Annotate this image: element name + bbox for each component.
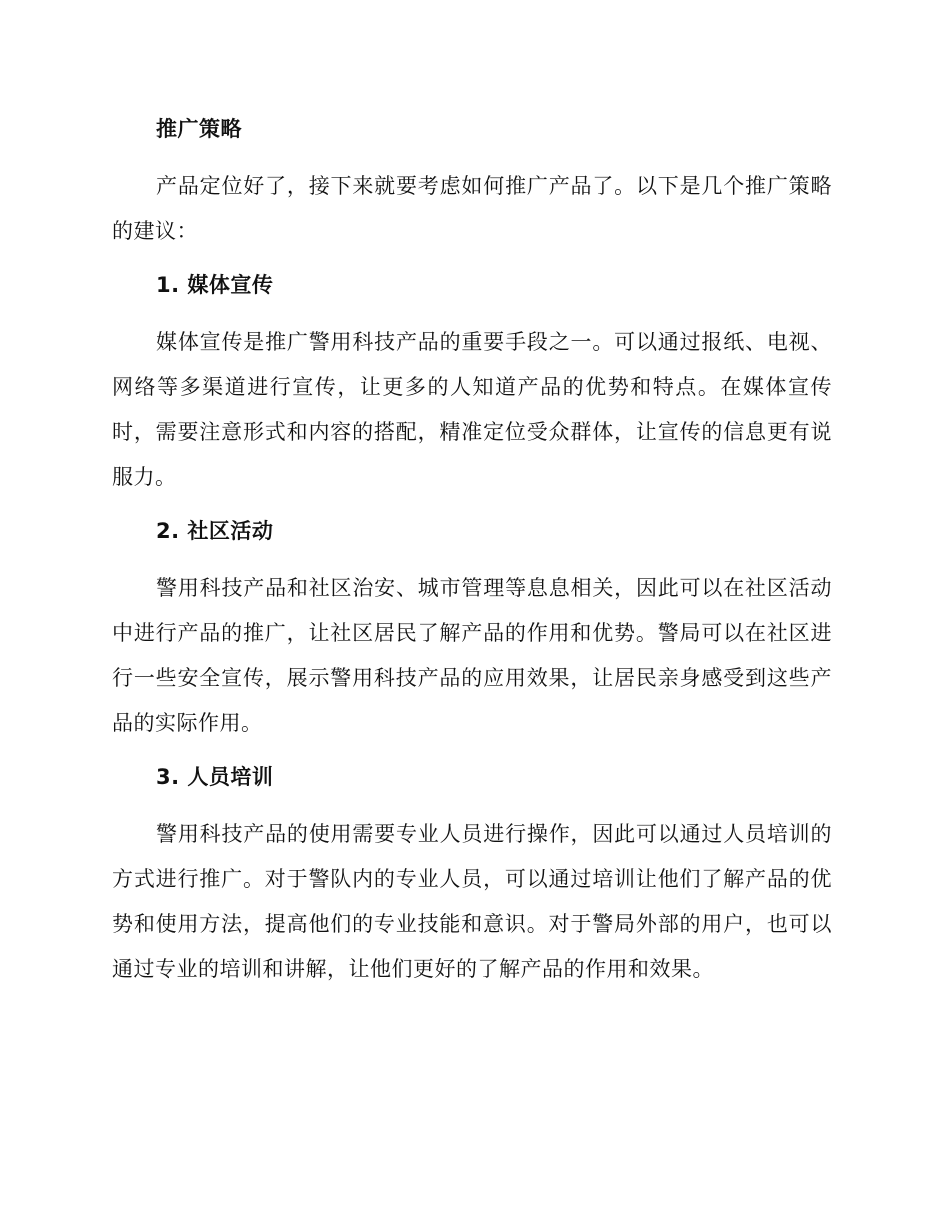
strategy-heading-training: 3. 人员培训 bbox=[156, 765, 274, 789]
strategy-heading-community: 2. 社区活动 bbox=[156, 519, 274, 543]
strategy-heading-media: 1. 媒体宣传 bbox=[156, 273, 274, 297]
strategy-text-community: 警用科技产品和社区治安、城市管理等息息相关，因此可以在社区活动中进行产品的推广，让社区居民了解产品的作用和优势。警局可以在社区进行一些安全宣传，展示警用科技产品的应用效果，让居民亲身感受到这些产品的实际作用。 bbox=[112, 576, 832, 735]
intro-paragraph: 产品定位好了，接下来就要考虑如何推广产品了。以下是几个推广策略的建议： bbox=[112, 174, 832, 243]
section-title: 推广策略 bbox=[156, 117, 242, 141]
strategy-text-training: 警用科技产品的使用需要专业人员进行操作，因此可以通过人员培训的方式进行推广。对于警队内的专业人员，可以通过培训让他们了解产品的优势和使用方法，提高他们的专业技能和意识。对于警局外部的用户，也可以通过专业的培训和讲解，让他们更好的了解产品的作用和效果。 bbox=[112, 822, 832, 981]
document-body bbox=[112, 112, 832, 992]
strategy-text-media: 媒体宣传是推广警用科技产品的重要手段之一。可以通过报纸、电视、网络等多渠道进行宣传，让更多的人知道产品的优势和特点。在媒体宣传时，需要注意形式和内容的搭配，精准定位受众群体，让宣传的信息更有说服力。 bbox=[112, 330, 832, 489]
